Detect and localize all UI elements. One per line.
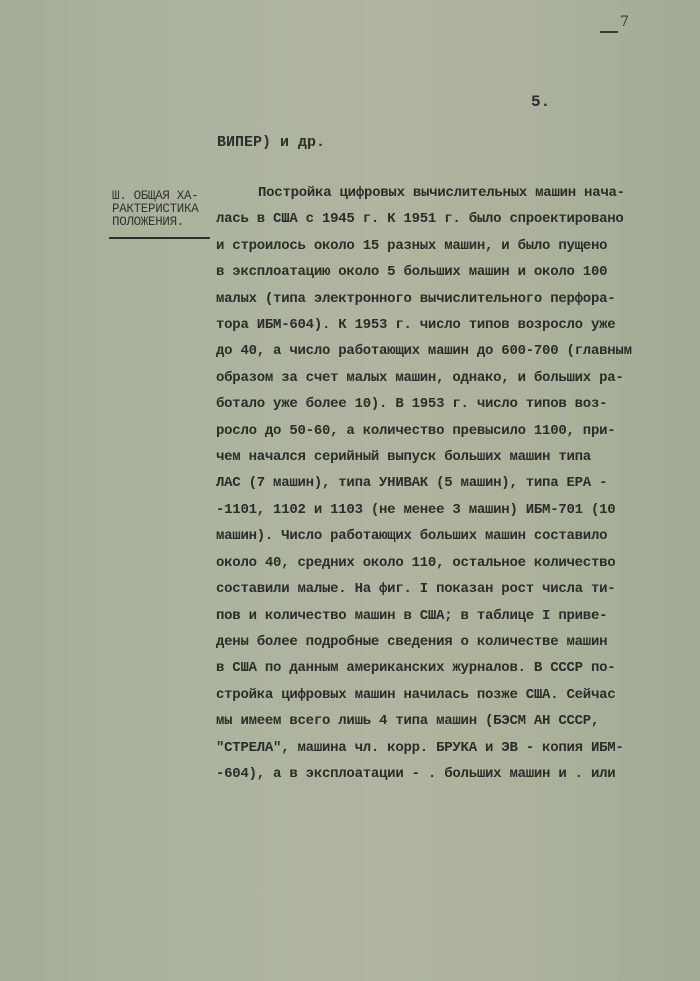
body-line: мы имеем всего лишь 4 типа машин (БЭСМ АН СССР, bbox=[216, 713, 600, 730]
body-line: и строилось около 15 разных машин, и было пущено bbox=[216, 237, 608, 254]
body-line: дены более подробные сведения о количестве машин bbox=[216, 633, 608, 650]
body-line: машин). Число работающих больших машин составило bbox=[216, 528, 608, 545]
section-margin-heading bbox=[112, 190, 222, 229]
body-line: около 40, средних около 110, остальное количество bbox=[216, 554, 616, 571]
handwritten-number: 7 bbox=[620, 14, 630, 30]
margin-heading-line: РАКТЕРИСТИКА bbox=[112, 202, 199, 216]
heading-underline bbox=[109, 237, 210, 239]
body-line: в США по данным американских журналов. В СССР по- bbox=[216, 660, 616, 677]
body-line: ботало уже более 10). В 1953 г. число типов воз- bbox=[216, 396, 608, 413]
body-line: образом за счет малых машин, однако, и больших ра- bbox=[216, 369, 624, 386]
body-line: до 40, а число работающих машин до 600-700 (главным bbox=[216, 343, 632, 360]
body-line: -604), а в эксплоатации - . больших машин и . или bbox=[216, 765, 616, 782]
body-line: лась в США с 1945 г. К 1951 г. было спроектировано bbox=[216, 211, 624, 228]
continuation-line: ВИПЕР) и др. bbox=[217, 134, 326, 151]
body-line: тора ИБМ-604). К 1953 г. число типов возросло уже bbox=[216, 317, 616, 334]
handwritten-page-mark bbox=[600, 14, 630, 30]
body-line: ЛАС (7 машин), типа УНИВАК (5 машин), типа ЕРА - bbox=[216, 475, 608, 492]
margin-heading-line: Ш. ОБЩАЯ ХА- bbox=[112, 189, 199, 203]
body-line: росло до 50-60, а количество превысило 1100, при- bbox=[216, 422, 616, 439]
body-line: "СТРЕЛА", машина чл. корр. БРУКА и ЭВ - копия ИБМ- bbox=[216, 739, 624, 756]
handwritten-dash bbox=[600, 31, 618, 33]
margin-heading-line: ПОЛОЖЕНИЯ. bbox=[112, 215, 185, 229]
section-body-text bbox=[216, 180, 646, 787]
body-line: составили малые. На фиг. I показан рост числа ти- bbox=[216, 581, 616, 598]
body-line: Постройка цифровых вычислительных машин нача- bbox=[258, 185, 625, 201]
body-line: малых (типа электронного вычислительного перфора- bbox=[216, 290, 616, 307]
body-line: стройка цифровых машин начилась позже США. Сейчас bbox=[216, 686, 616, 703]
body-line: чем начался серийный выпуск больших машин типа bbox=[216, 449, 591, 466]
body-line: в эксплоатацию около 5 больших машин и около 100 bbox=[216, 264, 608, 281]
page-number: 5. bbox=[531, 93, 551, 111]
body-line: пов и количество машин в США; в таблице I приве- bbox=[216, 607, 608, 624]
body-line: -1101, 1102 и 1103 (не менее 3 машин) ИБМ-701 (10 bbox=[216, 501, 616, 518]
